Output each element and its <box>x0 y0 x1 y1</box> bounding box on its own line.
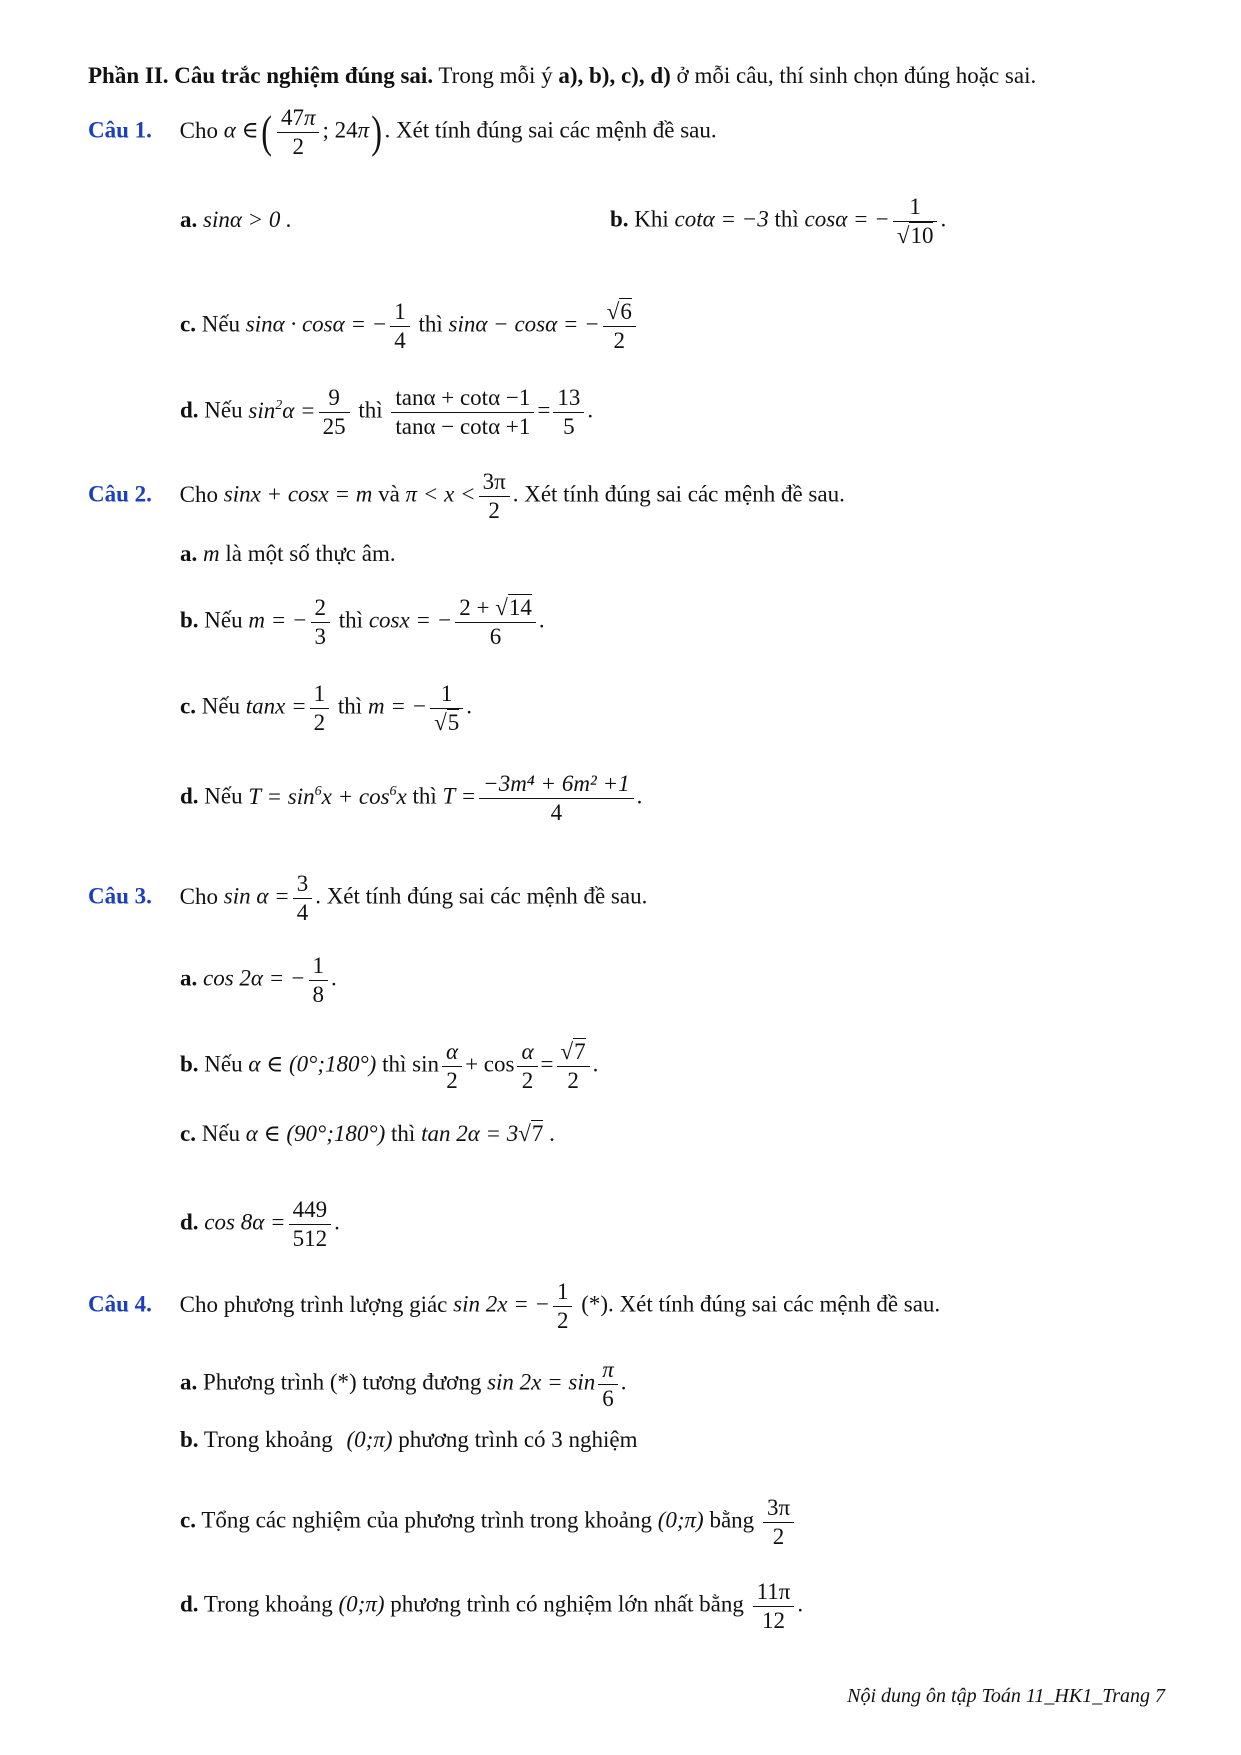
q3-option-a: a. cos 2α = − $\frac{1}{8}$ . <box>180 953 337 1007</box>
option-label: d. <box>180 1209 199 1235</box>
fraction: $\frac{2 + √14}{6}$ <box>455 594 536 651</box>
math: sinα > 0 . <box>203 207 292 232</box>
math: sin 2x = − <box>453 1291 550 1317</box>
q2-option-a <box>180 542 396 565</box>
fraction: $\frac{3\pi}{2}$ <box>479 468 510 525</box>
fraction: $\frac{\text{−3m⁴ + 6m² +1}}{4}$ <box>479 770 633 827</box>
fraction: $\frac{47\pi}{2}$ <box>277 104 320 161</box>
math: + cos <box>465 1051 515 1077</box>
fraction: $\frac{1}{8}$ <box>309 952 329 1009</box>
question-1 <box>88 104 717 161</box>
option-text: Trong khoảng <box>203 1427 333 1452</box>
fraction: $\frac{449}{512}$ <box>289 1196 332 1253</box>
fraction: $\frac{1}{√5}$ <box>430 680 463 737</box>
question-2 <box>88 468 845 525</box>
fraction: $\frac{13}{5}$ <box>553 384 584 441</box>
sqrt: √7 <box>518 1121 544 1146</box>
option-label: c. <box>180 1507 196 1533</box>
interval: (0;π) <box>346 1427 393 1452</box>
math: α ∈ <box>223 117 259 143</box>
option-label: a. <box>180 965 198 991</box>
options-list: a), b), c), d) <box>558 63 671 88</box>
option-label: d. <box>180 397 199 423</box>
math: m = − <box>248 607 308 633</box>
option-text-end: phương trình có nghiệm lớn nhất bằng <box>390 1591 744 1617</box>
q2-option-c: c. Nếu tanx = $\frac{1}{2}$ thì m = − $\frac{1}{√5}$ . <box>180 681 472 735</box>
question-label: Câu 1. <box>88 117 152 143</box>
option-label: c. <box>180 693 196 719</box>
question-3 <box>88 870 647 927</box>
question-label: Câu 3. <box>88 883 152 909</box>
page-footer: Nội dung ôn tập Toán 11_HK1_Trang 7 <box>847 1685 1165 1707</box>
khi-text: Khi <box>634 206 669 232</box>
instruction: . Xét tính đúng sai các mệnh đề sau. <box>315 883 648 909</box>
math: sin 2x = sin <box>487 1369 596 1395</box>
math: m = − <box>367 693 428 719</box>
fraction: $\frac{3}{4}$ <box>293 870 313 927</box>
instruction: . Xét tính đúng sai các mệnh đề sau. <box>512 481 845 507</box>
option-label: a. <box>180 207 198 232</box>
thi-text: thì <box>382 1051 407 1077</box>
q1-option-a <box>180 208 292 231</box>
question-label: Câu 2. <box>88 481 152 507</box>
neu-text: Nếu <box>201 311 241 337</box>
option-label: b. <box>180 1051 199 1077</box>
interval: (0;π) <box>657 1507 704 1533</box>
q1-option-b: b. Khi cotα = −3 thì cosα = − $\frac{1}{√10}$ . <box>610 194 947 248</box>
q2-option-d: d. Nếu $T = \sin^6x + \cos^6x$ thì T = $\frac{\text{−3m⁴ + 6m² +1}}{4}$ . <box>180 771 643 825</box>
math: cosx = − <box>368 607 453 633</box>
sqrt: √10 <box>896 222 934 248</box>
math: sinx + cosx = m <box>223 481 373 507</box>
math: tanx = <box>245 693 307 719</box>
thi-text: thì <box>391 1121 416 1146</box>
option-label: c. <box>180 311 196 337</box>
q4-option-d: d. Trong khoảng (0;π) phương trình có nghiệm lớn nhất bằng $\frac{11\pi}{12}$ . <box>180 1579 804 1633</box>
thi-text: thì <box>358 397 383 423</box>
option-label: b. <box>180 1427 199 1452</box>
option-text: Tổng các nghiệm của phương trình trong khoảng <box>201 1507 652 1533</box>
fraction: $\frac{\alpha}{2}$ <box>442 1038 462 1095</box>
fraction: $\frac{1}{4}$ <box>390 298 410 355</box>
math: tan 2α = 3 <box>421 1121 519 1146</box>
paren: ) <box>371 106 383 158</box>
option-label: b. <box>610 206 629 232</box>
q1-option-c <box>180 298 639 355</box>
va-text: và <box>378 481 400 507</box>
q4-option-b <box>180 1428 638 1451</box>
question-4 <box>88 1278 940 1335</box>
thi-text: thì <box>338 607 364 633</box>
sqrt: √6 <box>606 299 632 324</box>
math: sinα · cosα = − <box>245 311 388 337</box>
q3-option-b: b. Nếu α ∈ (0°;180°) thì sin $\frac{\alpha}{2}$ + cos $\frac{\alpha}{2}$ = $\frac{√7}{2}$ . <box>180 1039 599 1093</box>
option-text: Phương trình (*) tương đương <box>203 1369 482 1395</box>
option-label: d. <box>180 1591 199 1617</box>
fraction: $\frac{11\pi}{12}$ <box>753 1578 795 1635</box>
cho-text: Cho <box>179 117 218 143</box>
q4-option-c <box>180 1494 797 1551</box>
math: cos 2α = − <box>203 965 306 991</box>
math: π < x < <box>405 481 476 507</box>
math: $T = \sin^6x + \cos^6x$ <box>248 783 407 809</box>
instruction: . Xét tính đúng sai các mệnh đề sau. <box>384 117 717 143</box>
sqrt: √14 <box>495 595 532 620</box>
fraction: $\frac{9}{25}$ <box>319 384 350 441</box>
neu-text: Nếu <box>204 1051 243 1077</box>
q1-option-d: d. Nếu $\sin^2\alpha$ = $\frac{9}{25}$ thì $\frac{\tan\alpha + \cot\alpha -1}{\tan\alpha - \cot\alpha +1}$ = $\frac{13}{5}$ . <box>180 385 594 439</box>
cho-text: Cho <box>179 883 218 909</box>
option-text: Trong khoảng <box>203 1591 333 1617</box>
instruction-text-end: ở mỗi câu, thí sinh chọn đúng hoặc sai. <box>676 63 1037 88</box>
question-label: Câu 4. <box>88 1291 152 1317</box>
math: α ∈ (0°;180°) <box>248 1051 377 1077</box>
neu-text: Nếu <box>201 693 241 719</box>
option-label: a. <box>180 1369 198 1395</box>
fraction: $\frac{1}{2}$ <box>553 1278 573 1335</box>
option-label: c. <box>180 1121 196 1146</box>
q4-option-a: a. Phương trình (*) tương đương sin 2x = sin $\frac{\pi}{6}$ . <box>180 1357 627 1411</box>
fraction: $\frac{\alpha}{2}$ <box>517 1038 537 1095</box>
fraction: $\frac{2}{3}$ <box>311 594 331 651</box>
cho-text: Cho <box>179 481 218 507</box>
option-label: d. <box>180 783 199 809</box>
math: α ∈ (90°;180°) <box>245 1121 386 1146</box>
math: m <box>203 541 220 566</box>
fraction: $\frac{\tan\alpha + \cot\alpha -1}{\tan\alpha - \cot\alpha +1}$ <box>391 384 534 441</box>
fraction: $\frac{1}{√10}$ <box>893 193 938 250</box>
math: cotα = −3 <box>674 206 769 232</box>
thi-text: thì <box>418 311 443 337</box>
part-label: Phần II. Câu trắc nghiệm đúng sai. <box>88 63 434 88</box>
neu-text: Nếu <box>204 783 243 809</box>
option-label: a. <box>180 541 198 566</box>
instruction-text: Trong mỗi ý <box>438 63 553 88</box>
q3-option-d: d. cos 8α = $\frac{449}{512}$ . <box>180 1197 340 1251</box>
math: T = <box>442 783 477 809</box>
math: ; 24π <box>322 117 370 143</box>
math: sinα − cosα = − <box>448 311 600 337</box>
thi-text: thì <box>337 693 363 719</box>
instruction: (*). Xét tính đúng sai các mệnh đề sau. <box>581 1291 941 1317</box>
option-label: b. <box>180 607 199 633</box>
math: $\sin^2\alpha$ = <box>248 397 316 423</box>
option-text-end: phương trình có 3 nghiệm <box>398 1427 638 1452</box>
paren: ( <box>260 106 272 158</box>
q2-option-b: b. Nếu m = − $\frac{2}{3}$ thì cosx = − $\frac{2 + √14}{6}$ . <box>180 595 545 649</box>
fraction: $\frac{1}{2}$ <box>310 680 330 737</box>
math: sin <box>412 1051 439 1077</box>
thi-text: thì <box>774 206 799 232</box>
option-text: là một số thực âm. <box>225 541 396 566</box>
sqrt: √7 <box>560 1039 586 1064</box>
interval: (0;π) <box>338 1591 385 1617</box>
option-text-end: bằng <box>709 1507 755 1533</box>
q3-option-c: c. Nếu α ∈ (90°;180°) thì tan 2α = 3√7 . <box>180 1121 555 1146</box>
math: cosα = − <box>804 206 890 232</box>
sqrt: √5 <box>434 709 460 735</box>
part-heading <box>88 64 1036 87</box>
neu-text: Nếu <box>201 1121 241 1146</box>
fraction: $\frac{√6}{2}$ <box>603 298 636 355</box>
neu-text: Nếu <box>204 397 243 423</box>
math: sin α = <box>223 883 290 909</box>
math: cos 8α = <box>204 1209 286 1235</box>
fraction: $\frac{√7}{2}$ <box>557 1038 590 1095</box>
fraction: $\frac{\pi}{6}$ <box>598 1356 618 1413</box>
thi-text: thì <box>412 783 437 809</box>
intro-text: Cho phương trình lượng giác <box>179 1291 448 1317</box>
neu-text: Nếu <box>204 607 243 633</box>
fraction: $\frac{3\pi}{2}$ <box>763 1494 794 1551</box>
